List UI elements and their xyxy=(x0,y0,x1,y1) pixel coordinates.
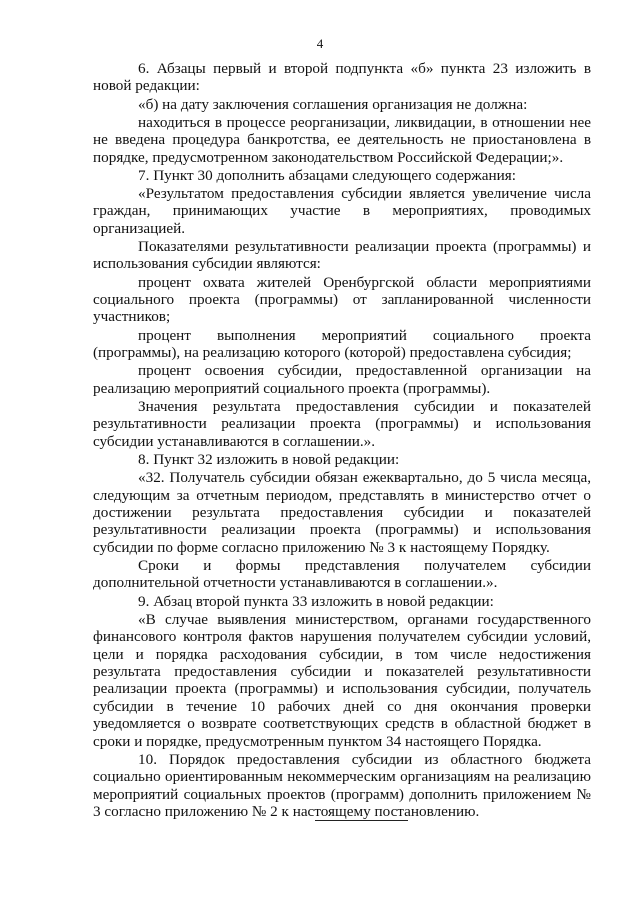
document-body xyxy=(93,60,591,820)
page-number: 4 xyxy=(316,36,324,51)
paragraph-violation-refund: «В случае выявления министерством, органами государственного финансового контроля фактов нарушения получателем субсидии условий, цели и порядка расходования субсидии, в том числе недостижения результата предоставления субсидии и показателей результативности реализации проекта (программы) и использования субсидии, получатель субсидии в течение 10 рабочих дней со дня окончания проверки уведомляется о возврате соответствующих средств в областной бюджет в сроки и порядке, предусмотренным пунктом 34 настоящего Порядка. xyxy=(93,610,591,750)
paragraph-coverage-percent: процент охвата жителей Оренбургской области мероприятиями социального проекта (программы) от запланированной численности участников; xyxy=(93,273,591,326)
paragraph-reorganization: находиться в процессе реорганизации, ликвидации, в отношении нее не введена процедура банкротства, ее деятельность не приостановлена в порядке, предусмотренном законодательством Российской Федерации;». xyxy=(93,113,591,166)
paragraph-reporting-deadlines: Сроки и формы представления получателем субсидии дополнительной отчетности устанавливаются в соглашении.». xyxy=(93,556,591,592)
paragraph-item-7: 7. Пункт 30 дополнить абзацами следующего содержания: xyxy=(138,166,516,184)
paragraph-item-8: 8. Пункт 32 изложить в новой редакции: xyxy=(138,450,400,468)
paragraph-item-32-report: «32. Получатель субсидии обязан ежеквартально, до 5 числа месяца, следующим за отчетным периодом, представлять в министерство отчет о достижении результата предоставления субсидии и показателей результативности реализации проекта (программы) и использования субсидии по форме согласно приложению № 3 к настоящему Порядку. xyxy=(93,469,591,556)
paragraph-item-10: 10. Порядок предоставления субсидии из областного бюджета социально ориентированным некоммерческим организациям на реализацию мероприятий социальных проектов (программ) дополнить приложением № 3 согласно приложению № 2 к настоящему постановлению. xyxy=(93,750,591,821)
paragraph-item-9: 9. Абзац второй пункта 33 изложить в новой редакции: xyxy=(138,592,494,610)
paragraph-values-in-agreement: Значения результата предоставления субсидии и показателей результативности реализации проекта (программы) и использования субсидии устанавливаются в соглашении.». xyxy=(93,397,591,450)
paragraph-item-6: 6. Абзацы первый и второй подпункта «б» пункта 23 изложить в новой редакции: xyxy=(93,60,591,95)
closing-divider-line xyxy=(315,820,408,821)
paragraph-subsidy-result: «Результатом предоставления субсидии является увеличение числа граждан, принимающих участие в мероприятиях, проводимых организацией. xyxy=(93,185,591,237)
paragraph-indicators: Показателями результативности реализации проекта (программы) и использования субсидии являются: xyxy=(93,238,591,273)
paragraph-subpoint-b: «б) на дату заключения соглашения организация не должна: xyxy=(138,95,528,113)
paragraph-execution-percent: процент выполнения мероприятий социального проекта (программы), на реализацию которого (которой) предоставлена субсидия; xyxy=(93,326,591,362)
paragraph-utilization-percent: процент освоения субсидии, предоставленной организации на реализацию мероприятий социального проекта (программы). xyxy=(93,362,591,397)
